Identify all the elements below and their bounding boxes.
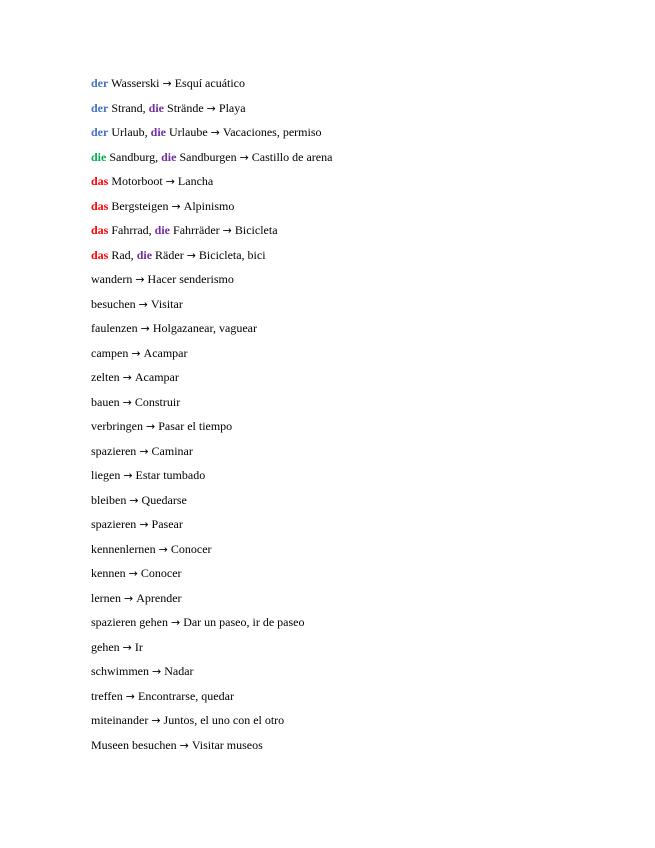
spanish-translation: Hacer senderismo bbox=[147, 272, 234, 286]
german-word: Urlaub, bbox=[111, 125, 148, 139]
spanish-translation: Dar un paseo, ir de paseo bbox=[183, 615, 305, 629]
article: das bbox=[91, 247, 109, 262]
vocab-entry bbox=[91, 296, 332, 321]
arrow-right-icon: → bbox=[171, 199, 181, 213]
arrow-right-icon: → bbox=[140, 322, 150, 335]
spanish-translation: Bicicleta, bici bbox=[198, 247, 266, 262]
german-word: campen bbox=[91, 345, 129, 360]
spanish-translation: Quedarse bbox=[141, 492, 187, 507]
arrow-right-icon: → bbox=[151, 714, 161, 727]
article: das bbox=[91, 174, 109, 188]
spanish-translation: Pasar el tiempo bbox=[158, 419, 233, 433]
german-word: Bergsteigen bbox=[111, 198, 169, 213]
arrow-right-icon: → bbox=[123, 591, 134, 605]
german-plural: Strände bbox=[167, 100, 204, 115]
spanish-translation: Esquí acuático bbox=[174, 76, 246, 90]
vocab-entry bbox=[91, 663, 332, 688]
german-word: faulenzen bbox=[91, 321, 138, 335]
arrow-right-icon: → bbox=[128, 567, 138, 580]
german-word: liegen bbox=[91, 468, 121, 482]
arrow-right-icon: → bbox=[162, 77, 172, 90]
plural-article: die bbox=[150, 125, 166, 139]
arrow-right-icon: → bbox=[158, 542, 168, 556]
vocabulary-list bbox=[91, 75, 332, 761]
spanish-translation: Castillo de arena bbox=[251, 149, 333, 164]
spanish-translation: Acampar bbox=[143, 345, 188, 360]
vocab-entry bbox=[91, 198, 332, 223]
spanish-translation: Conocer bbox=[170, 541, 212, 556]
german-plural: Sandburgen bbox=[179, 149, 237, 164]
german-plural: Räder bbox=[155, 247, 184, 262]
vocab-entry bbox=[91, 418, 332, 443]
arrow-right-icon: → bbox=[131, 346, 141, 360]
german-word: Rad, bbox=[111, 247, 134, 262]
article: der bbox=[91, 125, 109, 139]
spanish-translation: Conocer bbox=[140, 566, 182, 580]
arrow-right-icon: → bbox=[179, 738, 189, 752]
arrow-right-icon: → bbox=[152, 665, 162, 678]
german-word: zelten bbox=[91, 370, 120, 384]
spanish-translation: Alpinismo bbox=[183, 198, 235, 213]
german-word: spazieren bbox=[91, 517, 137, 531]
arrow-right-icon: → bbox=[165, 175, 175, 188]
vocab-entry bbox=[91, 173, 332, 198]
vocab-entry bbox=[91, 124, 332, 149]
spanish-translation: Bicicleta bbox=[234, 223, 278, 237]
vocab-entry bbox=[91, 75, 332, 100]
vocab-entry bbox=[91, 541, 332, 566]
arrow-right-icon: → bbox=[125, 689, 135, 703]
vocab-entry bbox=[91, 149, 332, 174]
german-word: bleiben bbox=[91, 492, 127, 507]
vocab-entry bbox=[91, 712, 332, 737]
german-word: Strand, bbox=[111, 100, 146, 115]
arrow-right-icon: → bbox=[170, 616, 181, 629]
arrow-right-icon: → bbox=[123, 469, 133, 482]
spanish-translation: Visitar museos bbox=[191, 737, 263, 752]
arrow-right-icon: → bbox=[239, 150, 249, 164]
vocab-entry bbox=[91, 443, 332, 468]
german-word: Sandburg, bbox=[109, 149, 159, 164]
article: der bbox=[91, 100, 109, 115]
german-word: kennenlernen bbox=[91, 541, 156, 556]
vocab-entry bbox=[91, 100, 332, 125]
german-word: treffen bbox=[91, 688, 123, 703]
german-word: spazieren gehen bbox=[91, 615, 168, 629]
plural-article: die bbox=[136, 247, 153, 262]
vocab-entry bbox=[91, 345, 332, 370]
german-word: Wasserski bbox=[111, 76, 160, 90]
vocab-entry bbox=[91, 688, 332, 713]
vocab-entry bbox=[91, 565, 332, 590]
plural-article: die bbox=[148, 100, 165, 115]
german-word: Motorboot bbox=[111, 174, 163, 188]
german-plural: Fahrräder bbox=[173, 223, 220, 237]
german-word: miteinander bbox=[91, 713, 149, 727]
german-word: Fahrrad, bbox=[111, 223, 152, 237]
arrow-right-icon: → bbox=[206, 101, 216, 115]
spanish-translation: Lancha bbox=[177, 174, 214, 188]
vocab-entry bbox=[91, 369, 332, 394]
german-word: besuchen bbox=[91, 296, 136, 311]
arrow-right-icon: → bbox=[122, 640, 132, 654]
arrow-right-icon: → bbox=[145, 420, 156, 433]
arrow-right-icon: → bbox=[139, 444, 149, 458]
arrow-right-icon: → bbox=[186, 248, 196, 262]
vocab-entry bbox=[91, 516, 332, 541]
vocab-entry bbox=[91, 492, 332, 517]
spanish-translation: Construir bbox=[134, 394, 181, 409]
german-word: lernen bbox=[91, 590, 121, 605]
arrow-right-icon: → bbox=[139, 518, 149, 531]
arrow-right-icon: → bbox=[222, 224, 232, 237]
spanish-translation: Pasear bbox=[151, 517, 183, 531]
german-word: verbringen bbox=[91, 419, 143, 433]
vocab-entry bbox=[91, 467, 332, 492]
arrow-right-icon: → bbox=[210, 126, 220, 139]
spanish-translation: Encontrarse, quedar bbox=[137, 688, 234, 703]
article: das bbox=[91, 223, 109, 237]
spanish-translation: Acampar bbox=[134, 370, 179, 384]
german-word: wandern bbox=[91, 272, 133, 286]
german-word: gehen bbox=[91, 639, 120, 654]
vocab-entry bbox=[91, 271, 332, 296]
german-word: bauen bbox=[91, 394, 120, 409]
vocab-entry bbox=[91, 737, 332, 762]
arrow-right-icon: → bbox=[138, 297, 148, 311]
spanish-translation: Caminar bbox=[151, 443, 193, 458]
vocab-entry bbox=[91, 394, 332, 419]
spanish-translation: Playa bbox=[218, 100, 246, 115]
vocab-entry bbox=[91, 222, 332, 247]
german-word: Museen besuchen bbox=[91, 737, 177, 752]
german-plural: Urlaube bbox=[169, 125, 208, 139]
german-word: schwimmen bbox=[91, 664, 149, 678]
article: die bbox=[91, 149, 107, 164]
spanish-translation: Visitar bbox=[150, 296, 183, 311]
vocab-entry bbox=[91, 639, 332, 664]
german-word: spazieren bbox=[91, 443, 137, 458]
spanish-translation: Aprender bbox=[136, 590, 182, 605]
article: der bbox=[91, 76, 109, 90]
arrow-right-icon: → bbox=[122, 395, 132, 409]
arrow-right-icon: → bbox=[122, 371, 132, 384]
arrow-right-icon: → bbox=[129, 493, 139, 507]
spanish-translation: Vacaciones, permiso bbox=[222, 125, 322, 139]
spanish-translation: Holgazanear, vaguear bbox=[152, 321, 257, 335]
spanish-translation: Nadar bbox=[164, 664, 194, 678]
plural-article: die bbox=[154, 223, 171, 237]
vocab-entry bbox=[91, 320, 332, 345]
spanish-translation: Juntos, el uno con el otro bbox=[163, 713, 285, 727]
spanish-translation: Ir bbox=[134, 639, 143, 654]
article: das bbox=[91, 198, 109, 213]
spanish-translation: Estar tumbado bbox=[135, 468, 206, 482]
vocab-entry bbox=[91, 590, 332, 615]
german-word: kennen bbox=[91, 566, 126, 580]
vocab-entry bbox=[91, 247, 332, 272]
plural-article: die bbox=[161, 149, 177, 164]
arrow-right-icon: → bbox=[135, 273, 145, 286]
vocab-entry bbox=[91, 614, 332, 639]
